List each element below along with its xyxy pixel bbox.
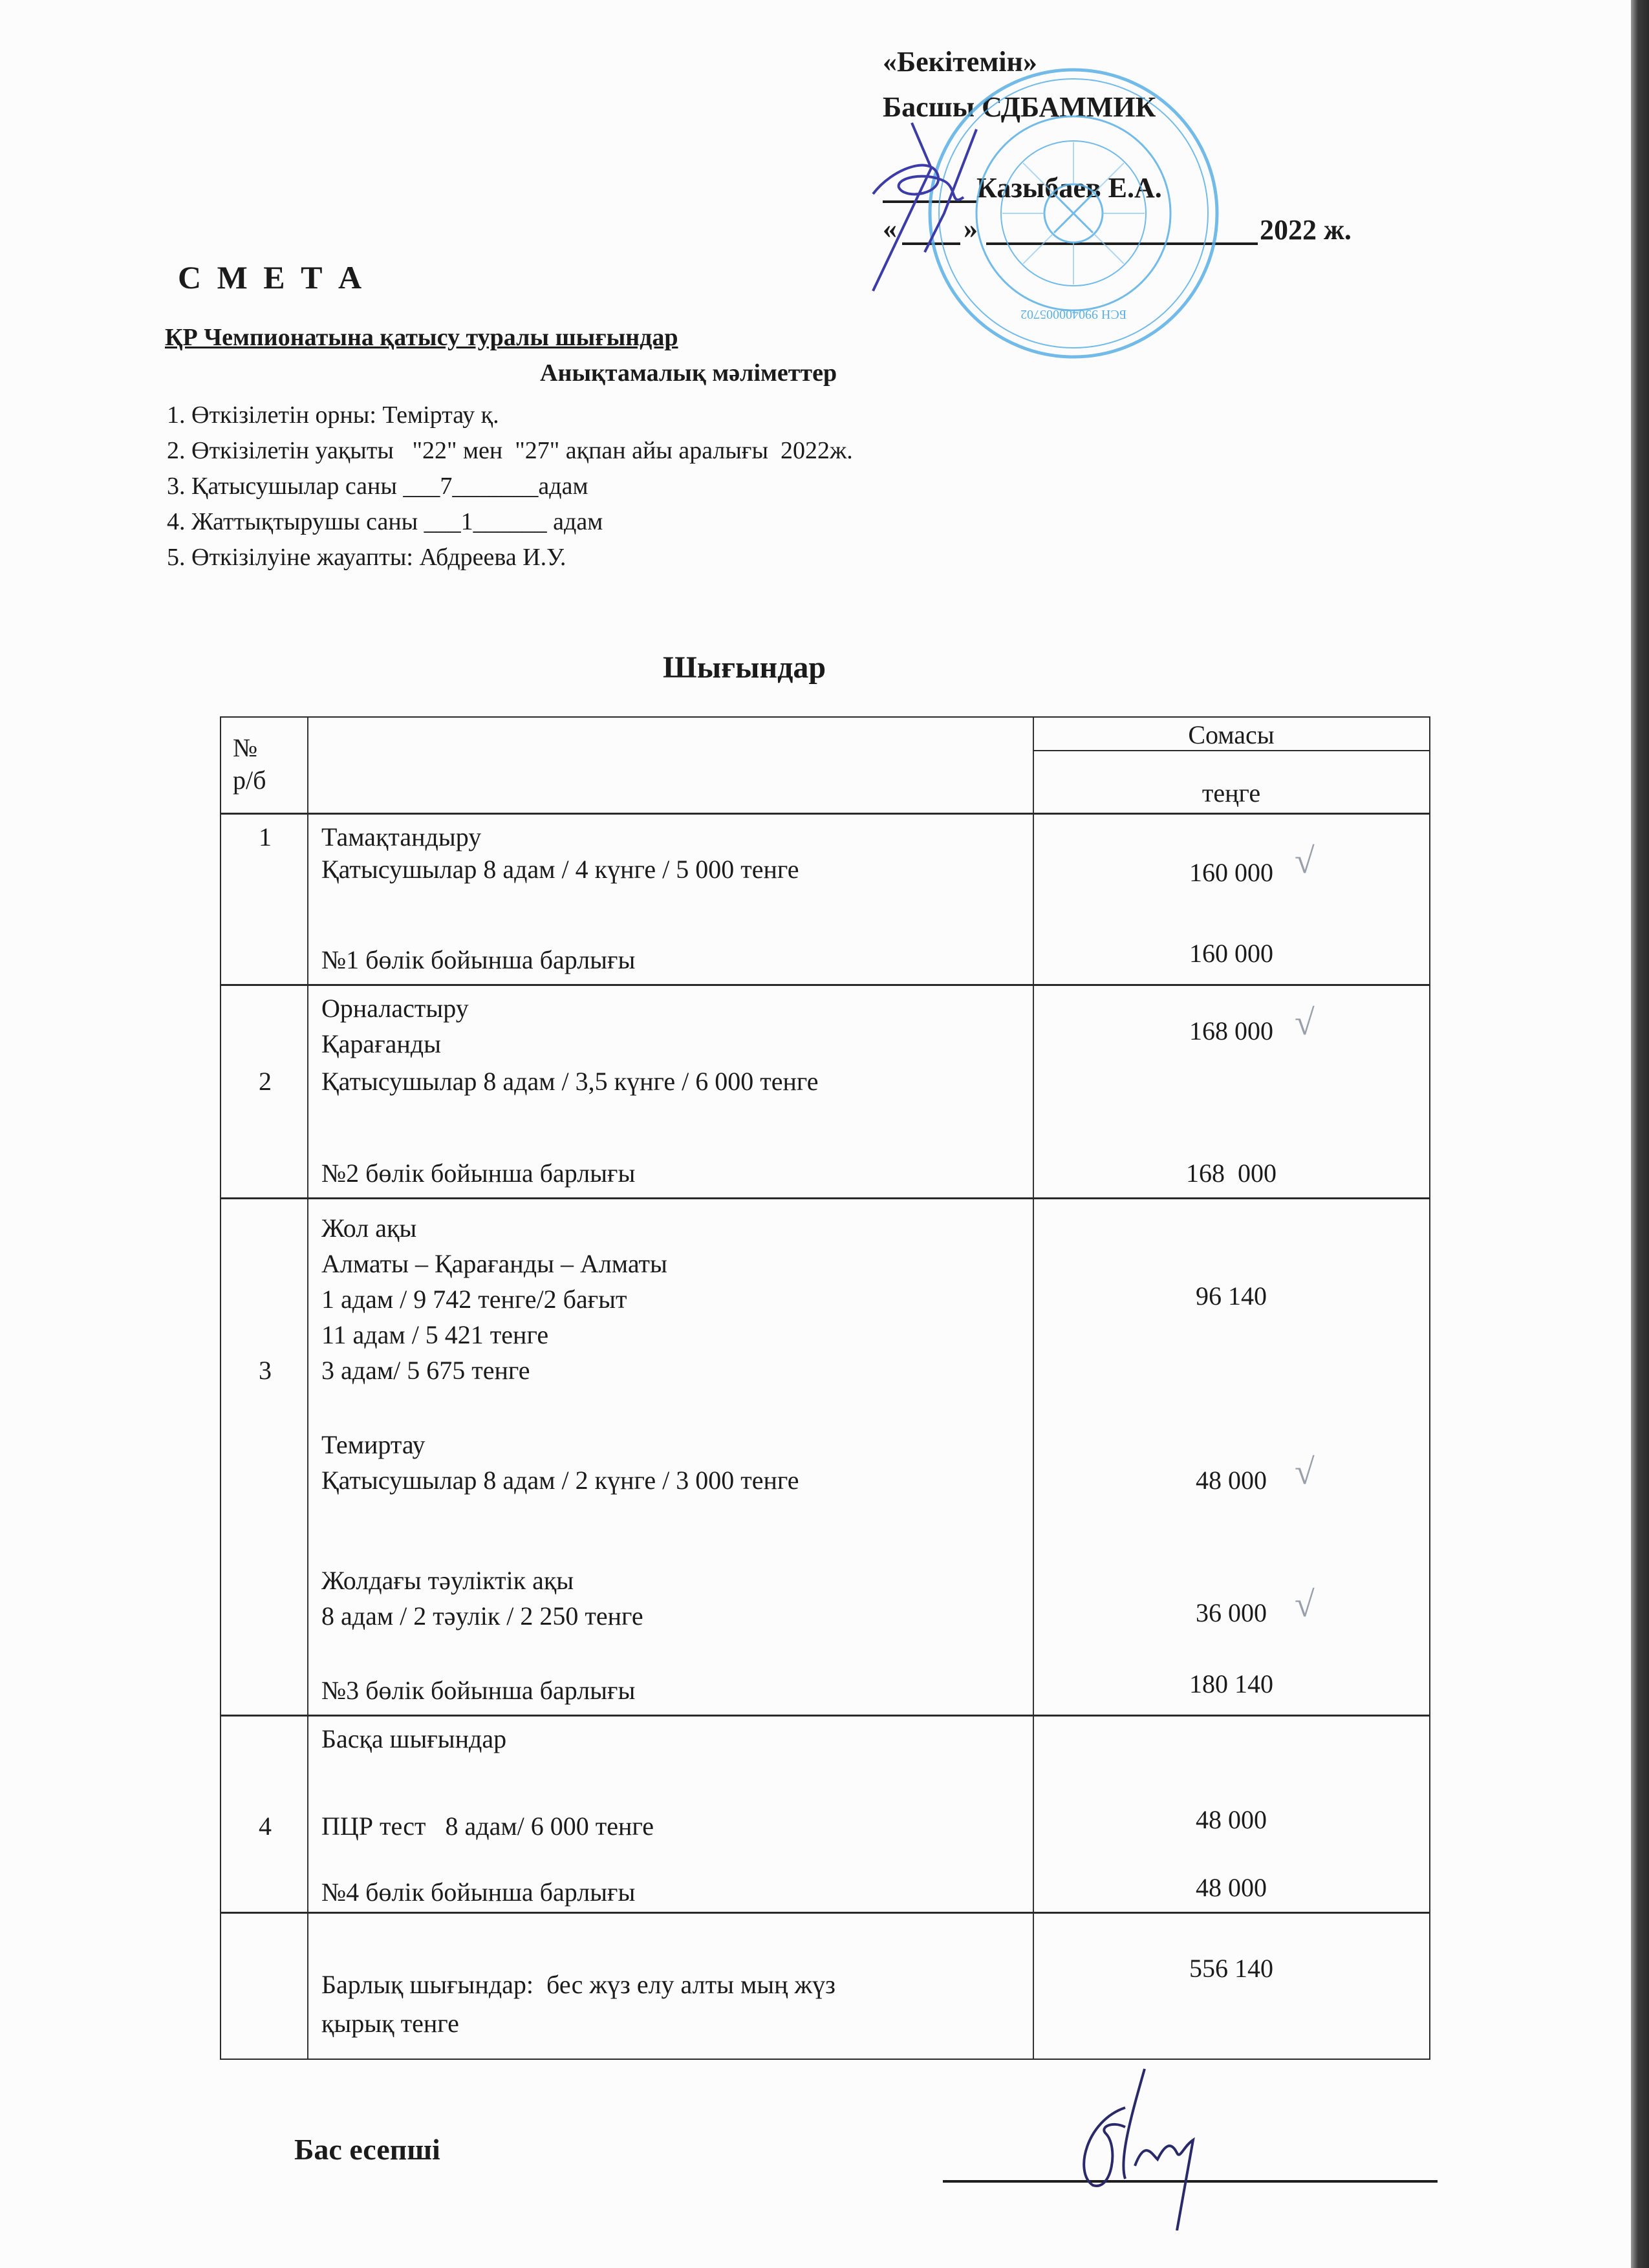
subtotal-amount: 160 000 — [1189, 939, 1273, 968]
row-amount: 48 000 — [1196, 1466, 1267, 1495]
date-close-quote: » — [964, 213, 978, 244]
approver-name: Казыбаев Е.А. — [976, 172, 1162, 204]
subtotal-label: №2 бөлік бойынша барлығы — [321, 1159, 636, 1188]
row-line: Орналастыру — [321, 994, 469, 1023]
info-item-dates: 2. Өткізілетін уақыты "22" мен "27" ақпан айы аралығы 2022ж. — [167, 437, 853, 464]
row-divider — [221, 1715, 1430, 1717]
subtotal-label: №3 бөлік бойынша барлығы — [321, 1676, 636, 1705]
row-line: ПЦР тест 8 адам/ 6 000 тенге — [321, 1812, 654, 1841]
accountant-signature — [1048, 2062, 1216, 2231]
subtotal-label: №1 бөлік бойынша барлығы — [321, 945, 636, 974]
check-mark-icon: √ — [1295, 1003, 1315, 1043]
header-bottom-line — [221, 813, 1430, 815]
total-amount: 556 140 — [1189, 1954, 1273, 1983]
row-line: Қатысушылар 8 адам / 4 күнге / 5 000 тенге — [321, 855, 799, 884]
date-open-quote: « — [883, 213, 897, 244]
info-item-venue: 1. Өткізілетін орны: Теміртау қ. — [167, 401, 499, 429]
row-line: Темиртау — [321, 1430, 426, 1459]
info-item-participants: 3. Қатысушылар саны ___7_______адам — [167, 473, 588, 500]
total-label: Барлық шығындар: бес жүз елу алты мың жүз — [321, 1970, 835, 1999]
row-amount: 96 140 — [1196, 1281, 1267, 1311]
row-number: 4 — [259, 1812, 272, 1841]
row-line: Қатысушылар 8 адам / 2 күнге / 3 000 тенге — [321, 1466, 799, 1495]
row-divider — [221, 1912, 1430, 1914]
row-amount: 36 000 — [1196, 1598, 1267, 1627]
stamp-bin: БСН 990400005702 — [1020, 307, 1127, 321]
subtotal-amount: 48 000 — [1196, 1873, 1267, 1902]
row-line: 8 адам / 2 тәулік / 2 250 тенге — [321, 1601, 643, 1631]
row-line: Басқа шығындар — [321, 1724, 507, 1753]
row-number: 2 — [259, 1067, 272, 1096]
row-line: Жол ақы — [321, 1214, 417, 1243]
row-divider — [221, 1197, 1430, 1199]
column-divider — [307, 718, 308, 2059]
row-line: Алматы – Қарағанды – Алматы — [321, 1249, 667, 1278]
expenses-heading: Шығындар — [663, 650, 826, 685]
row-line: Қатысушылар 8 адам / 3,5 күнге / 6 000 тенге — [321, 1067, 819, 1096]
column-divider — [1033, 718, 1034, 2059]
check-mark-icon: √ — [1295, 841, 1315, 881]
row-line: Қарағанды — [321, 1029, 441, 1058]
approver-position: Басшы СДБАММИК — [883, 91, 1156, 123]
row-amount: 168 000 — [1189, 1016, 1273, 1045]
row-line: 11 адам / 5 421 тенге — [321, 1320, 549, 1349]
subtotal-amount: 168 000 — [1186, 1159, 1277, 1188]
row-line: Жолдағы тәуліктік ақы — [321, 1566, 574, 1595]
document-subtitle: ҚР Чемпионатына қатысу туралы шығындар — [165, 324, 678, 351]
header-currency: теңге — [1202, 778, 1261, 808]
row-divider — [221, 984, 1430, 986]
check-mark-icon: √ — [1295, 1585, 1315, 1625]
approval-label: «Бекітемін» — [883, 46, 1037, 78]
header-number-symbol: № — [233, 733, 258, 762]
row-number: 1 — [259, 822, 272, 851]
total-label-continued: қырық тенге — [321, 2009, 459, 2038]
row-amount: 160 000 — [1189, 858, 1273, 887]
subtotal-amount: 180 140 — [1189, 1669, 1273, 1698]
row-line: Тамақтандыру — [321, 822, 482, 851]
info-heading: Анықтамалық мәліметтер — [540, 359, 837, 387]
header-sum: Сомасы — [1188, 720, 1275, 749]
document-title: С М Е Т А — [178, 259, 366, 295]
row-line: 1 адам / 9 742 тенге/2 бағыт — [321, 1285, 627, 1314]
header-number-abbr: р/б — [233, 765, 266, 795]
row-number: 3 — [259, 1356, 272, 1385]
row-amount: 48 000 — [1196, 1805, 1267, 1834]
row-line: 3 адам/ 5 675 тенге — [321, 1356, 530, 1385]
subtotal-label: №4 бөлік бойынша барлығы — [321, 1878, 636, 1907]
info-item-coaches: 4. Жаттықтырушы саны ___1______ адам — [167, 508, 603, 535]
director-signature — [834, 110, 1028, 304]
check-mark-icon: √ — [1295, 1452, 1315, 1492]
approval-year: 2022 ж. — [1260, 214, 1352, 246]
expenses-table — [220, 716, 1430, 2060]
scan-edge — [1631, 0, 1649, 2268]
accountant-label: Бас есепші — [294, 2133, 440, 2166]
info-item-responsible: 5. Өткізілуіне жауапты: Абдреева И.У. — [167, 544, 566, 571]
